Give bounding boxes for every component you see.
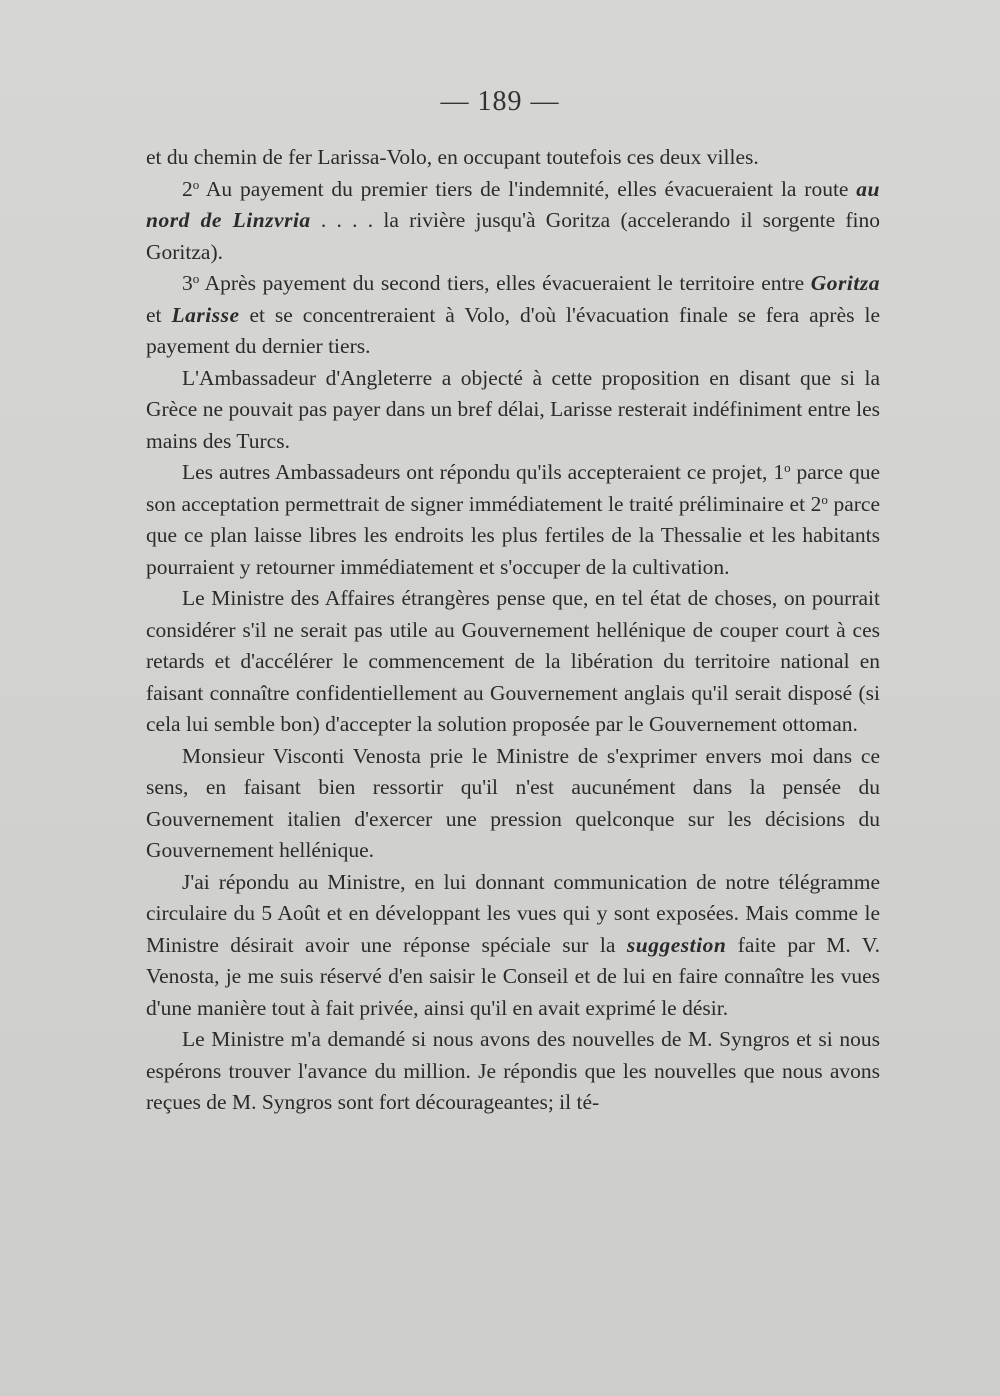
page-number: — 189 — [440, 86, 560, 117]
text-run: Les autres Ambassadeurs ont répondu qu'ils accepteraient ce projet, [182, 460, 774, 484]
paragraph [146, 867, 880, 1025]
emphasis-text: au nord de Linzvria [146, 176, 880, 232]
ordinal-mark: o [784, 460, 791, 475]
text-run: Le Ministre m'a demandé si nous avons des nouvelles de M. Syngros et si nous espérons trouver l'avance du million. Je répondis que les nouvelles que nous avons reçues de M. Syngros sont fort décourageantes; il té- [146, 1027, 880, 1114]
text-run: J'ai répondu au Ministre, en lui donnant communication de notre télégramme circulaire du 5 Août et en développant les vues qui y sont exposées. Mais comme le Ministre désirait avoir une réponse spéciale sur la [146, 869, 880, 957]
emphasis-text: Goritza [810, 271, 880, 295]
text-run: parce que ce plan laisse libres les endroits les plus fertiles de la Thessalie et les habitants pourraient y retourner immédiatement et s'occuper de la cultivation. [146, 491, 880, 579]
paragraph [146, 741, 880, 867]
emphasis-text: suggestion [626, 932, 727, 957]
item-number: 3 [182, 271, 193, 295]
item-number: 2 [182, 176, 193, 201]
ordinal-mark: o [192, 176, 200, 192]
text-run: L'Ambassadeur d'Angleterre a objecté à cette proposition en disant que si la Grèce ne pouvait pas payer dans un bref délai, Larisse resterait indéfiniment entre les mains des Turcs. [146, 365, 880, 453]
paragraph-item-2 [146, 174, 880, 269]
text-run: Après payement du second tiers, elles évacueraient le territoire entre [199, 271, 811, 295]
paragraph-item-3 [146, 268, 880, 363]
body-text [146, 142, 880, 1119]
text-run: faite par M. V. Venosta, je me suis réservé d'en saisir le Conseil et de lui en faire connaître les vues d'une manière tout à fait privée, ainsi qu'il en avait exprimé le désir. [146, 932, 880, 1020]
item-number: 2 [810, 491, 822, 516]
emphasis-text: Larisse [171, 302, 240, 327]
text-run: et [146, 302, 172, 327]
text-run: Au payement du premier tiers de l'indemnité, elles évacueraient la route [199, 176, 857, 201]
text-run: Monsieur Visconti Venosta prie le Ministre de s'exprimer envers moi dans ce sens, en faisant bien ressortir qu'il n'est aucunément dans la pensée du Gouvernement italien d'exercer une pression quelconque sur les décisions du Gouvernement hellénique. [146, 743, 880, 862]
paragraph [146, 363, 880, 458]
paragraph [146, 583, 880, 741]
ordinal-mark: o [821, 491, 828, 507]
ordinal-mark: o [192, 271, 200, 286]
paragraph-continuation [146, 142, 880, 174]
text-run: et du chemin de fer Larissa-Volo, en occupant toutefois ces deux villes. [146, 145, 759, 169]
paragraph [146, 457, 880, 583]
text-run: et se concentreraient à Volo, d'où l'évacuation finale se fera après le payement du dernier tiers. [146, 302, 880, 358]
paragraph [146, 1024, 880, 1119]
text-run: Le Ministre des Affaires étrangères pense que, en tel état de choses, on pourrait considérer s'il ne serait pas utile au Gouvernement hellénique de couper court à ces retards et d'accélérer le commencement de la libération du territoire national en faisant connaître confidentiellement au Gouvernement anglais qu'il serait disposé (si cela lui semble bon) d'accepter la solution proposée par le Gouvernement ottoman. [146, 586, 880, 736]
item-number: 1 [773, 460, 785, 484]
text-run: parce que son acceptation permettrait de signer immédiatement le traité préliminaire et [146, 460, 880, 516]
text-run: . . . . la rivière jusqu'à Goritza (accelerando il sorgente fino Goritza). [146, 208, 880, 264]
